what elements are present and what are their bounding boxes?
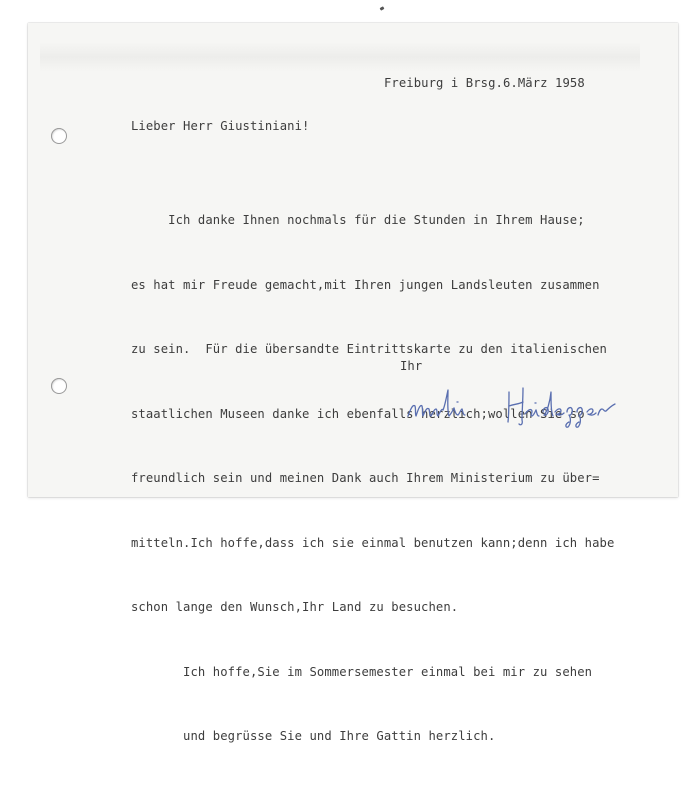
body-line: Ich danke Ihnen nochmals für die Stunden in Ihrem Hause; [131,213,585,227]
body-line: freundlich sein und meinen Dank auch Ihrem Ministerium zu über= [131,471,600,485]
body-line: staatlichen Museen danke ich ebenfalls herzlich;wollen Sie so [131,406,585,421]
body-line: zu sein. Für die übersandte Eintrittskarte zu den italienischen [131,342,607,356]
body-line: Ich hoffe,Sie im Sommersemester einmal bei mir zu sehen [131,664,593,679]
letterhead-bleed-through [40,42,640,72]
dust-mark [380,6,385,11]
letter-date-line: Freiburg i Brsg.6.März 1958 [384,76,585,90]
letter-body [131,167,614,791]
body-line: mitteln.Ich hoffe,dass ich sie einmal benutzen kann;denn ich habe [131,535,615,550]
handwritten-signature [405,382,645,430]
body-line: schon lange den Wunsch,Ihr Land zu besuchen. [131,600,459,614]
letter-closing: Ihr [400,359,423,373]
body-line: es hat mir Freude gemacht,mit Ihren jungen Landsleuten zusammen [131,277,600,292]
letter-salutation: Lieber Herr Giustiniani! [131,119,310,133]
punch-hole-bottom [51,378,67,394]
body-line: und begrüsse Sie und Ihre Gattin herzlich. [131,729,496,743]
punch-hole-top [51,128,67,144]
